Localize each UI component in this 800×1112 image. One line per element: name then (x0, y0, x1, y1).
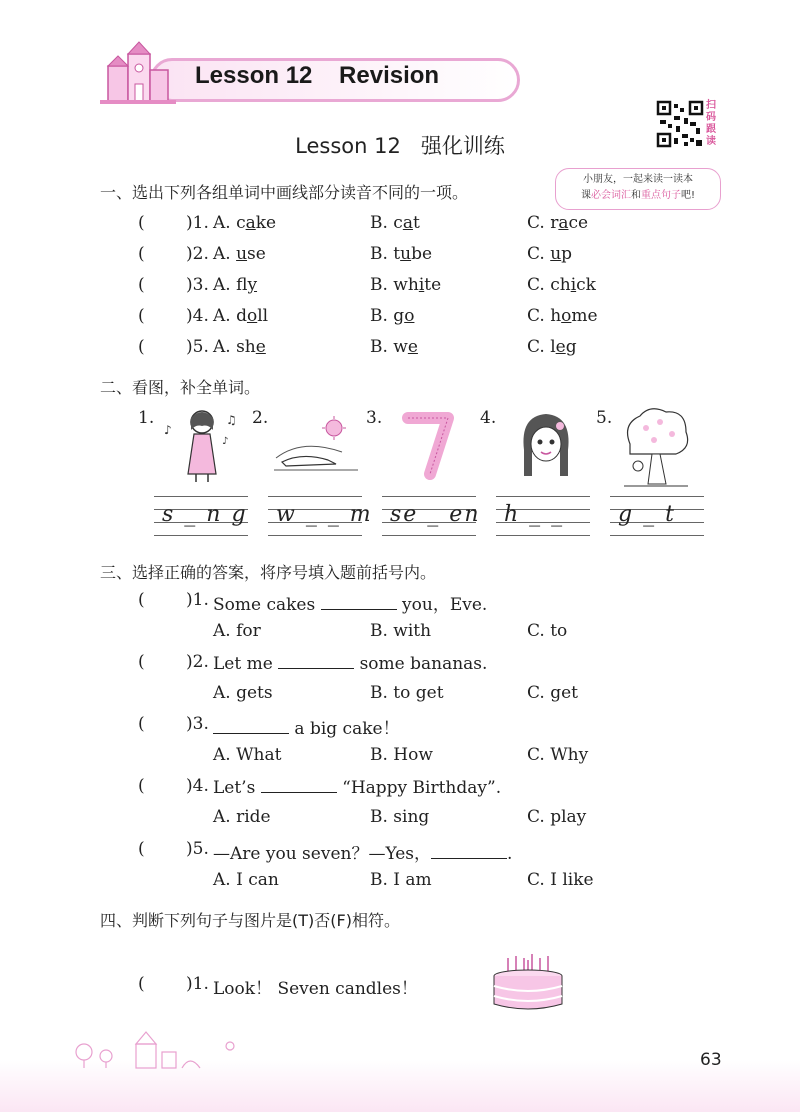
option-b: B. sing (370, 807, 430, 827)
question-number: )4. (186, 776, 209, 796)
question-number: )5. (186, 337, 209, 357)
picture-number: 3. (366, 408, 383, 428)
question-text: —Are you seven？—Yes， . (213, 844, 513, 864)
option-c: C. Why (527, 745, 589, 765)
option-a: A. gets (213, 683, 273, 703)
picture-number: 2. (252, 408, 269, 428)
castle-illustration (90, 40, 180, 110)
bubble-text: 和 (630, 190, 641, 201)
word-to-complete: h _ _ (504, 502, 565, 527)
answer-blank[interactable] (321, 593, 397, 610)
option-a: A. fly (213, 275, 258, 295)
writing-guide[interactable] (268, 496, 373, 536)
word-to-complete: s _ n g (162, 502, 248, 527)
page-title: Lesson 12 强化训练 (295, 134, 505, 158)
number-seven-image (400, 410, 460, 480)
answer-blank[interactable] (431, 842, 507, 859)
section3-heading: 三、选择正确的答案，将序号填入题前括号内。 (100, 563, 437, 582)
option-a: A. for (213, 621, 261, 641)
picture-number: 4. (480, 408, 497, 428)
question-text: Some cakes you，Eve. (213, 595, 488, 615)
writing-guide[interactable] (382, 496, 481, 536)
answer-paren[interactable]: ( (138, 213, 145, 233)
section1-heading: 一、选出下列各组单词中画线部分读音不同的一项。 (100, 183, 469, 202)
option-c: C. chick (527, 275, 596, 295)
svg-text:♫: ♫ (226, 413, 237, 427)
answer-paren[interactable]: ( (138, 275, 145, 295)
option-c: C. play (527, 807, 587, 827)
writing-guide[interactable] (496, 496, 590, 536)
section4-heading: 四、判断下列句子与图片是(T)否(F)相符。 (100, 911, 400, 930)
tree-image (620, 404, 692, 488)
girl-hair-image (516, 410, 576, 480)
answer-paren[interactable]: ( (138, 306, 145, 326)
option-b: B. with (370, 621, 432, 641)
section2-heading: 二、看图，补全单词。 (100, 378, 261, 397)
tip-bubble (555, 168, 721, 210)
answer-blank[interactable] (261, 776, 337, 793)
question-number: )2. (186, 652, 209, 672)
option-c: C. I like (527, 870, 594, 890)
girl-singing-image (160, 404, 240, 484)
bubble-line-2 (562, 188, 714, 204)
option-c: C. leg (527, 337, 577, 357)
option-c: C. race (527, 213, 589, 233)
svg-text:♪: ♪ (164, 423, 172, 437)
sun-and-crocodile-image (272, 416, 360, 476)
question-number: )5. (186, 839, 209, 859)
qr-label: 扫码跟读 (706, 100, 716, 147)
answer-paren[interactable]: ( (138, 337, 145, 357)
question-number: )3. (186, 275, 209, 295)
svg-text:♪: ♪ (222, 436, 229, 447)
option-b: B. to get (370, 683, 444, 703)
option-a: A. I can (213, 870, 279, 890)
option-a: A. cake (213, 213, 277, 233)
option-c: C. home (527, 306, 598, 326)
option-b: B. cat (370, 213, 420, 233)
question-number: )1. (186, 590, 209, 610)
picture-number: 5. (596, 408, 613, 428)
answer-blank[interactable] (278, 652, 354, 669)
option-a: A. ride (213, 807, 271, 827)
question-text: Let’s “Happy Birthday”. (213, 778, 502, 798)
statement-text: Look！ Seven candles！ (213, 979, 418, 999)
footer-illustration (70, 1026, 250, 1070)
option-b: B. white (370, 275, 442, 295)
answer-paren[interactable]: ( (138, 776, 145, 796)
question-number: )1. (186, 213, 209, 233)
page-number: 63 (700, 1050, 722, 1070)
writing-guide[interactable] (610, 496, 704, 536)
question-text: Let me some bananas. (213, 654, 488, 674)
word-to-complete: w _ _ m (276, 502, 373, 527)
option-b: B. I am (370, 870, 432, 890)
question-number: )4. (186, 306, 209, 326)
option-b: B. go (370, 306, 415, 326)
bubble-line-1: 小朋友，一起来读一读本 (583, 174, 693, 185)
answer-paren[interactable]: ( (138, 714, 145, 734)
answer-paren[interactable]: ( (138, 590, 145, 610)
birthday-cake-image (488, 952, 568, 1014)
option-c: C. up (527, 244, 573, 264)
option-a: A. doll (213, 306, 269, 326)
answer-paren[interactable]: ( (138, 652, 145, 672)
option-a: A. use (213, 244, 266, 264)
option-c: C. to (527, 621, 568, 641)
picture-number: 1. (138, 408, 155, 428)
bubble-text: 吧! (680, 190, 695, 201)
question-number: )2. (186, 244, 209, 264)
bubble-highlight-vocab: 必会词汇 (590, 190, 631, 201)
option-b: B. How (370, 745, 433, 765)
word-to-complete: g _ t (618, 502, 676, 527)
option-a: A. she (213, 337, 266, 357)
answer-paren[interactable]: ( (138, 974, 145, 994)
question-number: )3. (186, 714, 209, 734)
answer-paren[interactable]: ( (138, 244, 145, 264)
bubble-text: 课 (580, 190, 591, 201)
word-to-complete: se _ en (390, 502, 481, 527)
question-text: a big cake！ (213, 714, 400, 739)
option-c: C. get (527, 683, 578, 703)
option-b: B. we (370, 337, 418, 357)
option-a: A. What (213, 745, 282, 765)
question-number: )1. (186, 974, 209, 994)
option-b: B. tube (370, 244, 433, 264)
writing-guide[interactable] (154, 496, 248, 536)
answer-paren[interactable]: ( (138, 839, 145, 859)
answer-blank[interactable] (213, 717, 289, 734)
banner-title: Lesson 12 Revision (195, 62, 440, 89)
bubble-highlight-sentences: 重点句子 (640, 190, 681, 201)
